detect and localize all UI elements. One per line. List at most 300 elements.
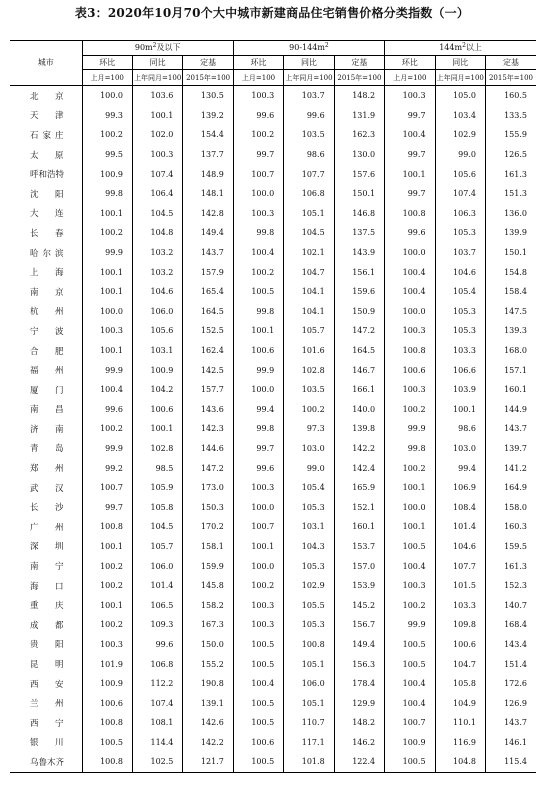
index-value: 112.2 — [132, 674, 182, 694]
index-value: 161.3 — [504, 169, 527, 179]
index-value: 100.0 — [233, 556, 283, 576]
index-value: 106.0 — [284, 674, 334, 694]
index-value: 99.7 — [233, 145, 283, 165]
index-value: 100.2 — [233, 576, 283, 596]
index-value: 161.3 — [504, 561, 527, 571]
table-row — [10, 713, 536, 733]
index-value: 158.4 — [504, 287, 527, 297]
index-value: 100.0 — [385, 497, 435, 517]
index-value: 114.4 — [132, 733, 182, 753]
table-row — [10, 86, 536, 106]
index-value: 142.4 — [334, 458, 384, 478]
base-label-prev-year: 上年同月=100 — [284, 70, 334, 86]
city-name: 大连 — [10, 204, 82, 224]
index-value: 152.1 — [334, 497, 384, 517]
city-name: 南宁 — [10, 556, 82, 576]
index-value: 106.0 — [132, 302, 182, 322]
index-value: 139.8 — [334, 419, 384, 439]
index-value: 106.8 — [132, 654, 182, 674]
index-value: 100.2 — [385, 595, 435, 615]
index-value: 100.5 — [233, 693, 283, 713]
city-name: 长春 — [10, 223, 82, 243]
index-value: 100.7 — [385, 713, 435, 733]
index-value: 121.7 — [183, 752, 233, 772]
index-value: 105.3 — [284, 615, 334, 635]
index-value: 107.7 — [435, 556, 485, 576]
index-value: 100.4 — [385, 693, 435, 713]
index-value: 100.8 — [82, 752, 132, 772]
index-value: 142.8 — [183, 204, 233, 224]
index-value: 173.0 — [183, 478, 233, 498]
table-row — [10, 635, 536, 655]
base-label-prev-month: 上月=100 — [385, 70, 435, 86]
city-name: 南京 — [10, 282, 82, 302]
index-value: 164.5 — [183, 302, 233, 322]
index-value: 100.4 — [385, 556, 435, 576]
index-value: 106.8 — [284, 184, 334, 204]
city-name: 济南 — [10, 419, 82, 439]
index-value: 140.7 — [504, 600, 527, 610]
index-value: 158.2 — [183, 595, 233, 615]
index-value: 126.9 — [504, 698, 527, 708]
index-value: 104.9 — [435, 693, 485, 713]
index-value: 100.8 — [82, 713, 132, 733]
index-value: 159.9 — [183, 556, 233, 576]
index-value: 100.0 — [82, 86, 132, 106]
index-value: 100.9 — [82, 674, 132, 694]
index-value: 160.3 — [504, 522, 527, 532]
index-value: 153.9 — [334, 576, 384, 596]
index-value: 100.4 — [385, 282, 435, 302]
index-value: 99.2 — [82, 458, 132, 478]
index-value: 99.9 — [385, 615, 435, 635]
table-row — [10, 262, 536, 282]
index-value: 105.6 — [132, 321, 182, 341]
index-value: 102.5 — [132, 752, 182, 772]
index-value: 159.6 — [334, 282, 384, 302]
index-value: 139.1 — [183, 693, 233, 713]
index-value: 104.8 — [435, 752, 485, 772]
sub-header-base: 定基 — [183, 56, 233, 70]
city-name: 贵阳 — [10, 635, 82, 655]
index-value: 100.5 — [385, 654, 435, 674]
index-value: 150.1 — [334, 184, 384, 204]
index-value: 100.6 — [82, 693, 132, 713]
index-value: 104.7 — [435, 654, 485, 674]
index-value: 100.1 — [385, 478, 435, 498]
index-value: 102.8 — [132, 439, 182, 459]
index-value: 117.1 — [284, 733, 334, 753]
index-value: 98.6 — [435, 419, 485, 439]
index-value: 100.5 — [233, 654, 283, 674]
index-value: 100.1 — [132, 419, 182, 439]
index-value: 106.3 — [435, 204, 485, 224]
index-value: 100.1 — [82, 537, 132, 557]
city-name: 厦门 — [10, 380, 82, 400]
sub-header-base: 定基 — [485, 56, 536, 70]
sub-header-mom: 环比 — [385, 56, 435, 70]
index-value: 101.4 — [435, 517, 485, 537]
index-value: 165.9 — [334, 478, 384, 498]
index-value: 100.1 — [385, 164, 435, 184]
city-name: 乌鲁木齐 — [10, 752, 82, 772]
table-row — [10, 733, 536, 753]
index-value: 100.3 — [233, 204, 283, 224]
city-name: 昆明 — [10, 654, 82, 674]
group-header-medium: $90-144m^2$ — [233, 41, 384, 56]
table-row — [10, 576, 536, 596]
index-value: 102.1 — [284, 243, 334, 263]
table-row — [10, 106, 536, 126]
index-value: 151.4 — [504, 659, 527, 669]
index-value: 99.6 — [82, 400, 132, 420]
index-value: 100.1 — [132, 106, 182, 126]
index-value: 145.2 — [334, 595, 384, 615]
index-value: 106.0 — [132, 556, 182, 576]
index-value: 168.0 — [504, 346, 527, 356]
index-value: 100.3 — [385, 321, 435, 341]
table-row — [10, 752, 536, 772]
index-value: 116.9 — [435, 733, 485, 753]
index-value: 167.3 — [183, 615, 233, 635]
index-value: 105.3 — [435, 302, 485, 322]
index-value: 190.8 — [183, 674, 233, 694]
index-value: 103.7 — [435, 243, 485, 263]
index-value: 100.2 — [385, 458, 435, 478]
group-header-small: $90m^2$及以下 — [82, 41, 233, 56]
index-value: 100.3 — [82, 321, 132, 341]
index-value: 159.5 — [504, 541, 527, 551]
index-value: 103.0 — [284, 439, 334, 459]
index-value: 99.6 — [132, 635, 182, 655]
table-row — [10, 497, 536, 517]
index-value: 172.6 — [504, 679, 527, 689]
index-value: 142.2 — [334, 439, 384, 459]
index-value: 143.7 — [504, 424, 527, 434]
index-value: 99.6 — [233, 106, 283, 126]
index-value: 108.1 — [132, 713, 182, 733]
index-value: 100.1 — [82, 595, 132, 615]
index-value: 100.0 — [385, 243, 435, 263]
index-value: 100.3 — [233, 595, 283, 615]
index-value: 100.6 — [233, 733, 283, 753]
index-value: 100.2 — [233, 125, 283, 145]
index-value: 99.0 — [284, 458, 334, 478]
city-name: 哈尔滨 — [10, 243, 82, 263]
index-value: 100.3 — [233, 86, 283, 106]
table-row — [10, 204, 536, 224]
index-value: 139.3 — [504, 326, 527, 336]
city-name: 合肥 — [10, 341, 82, 361]
table-row — [10, 184, 536, 204]
index-value: 99.7 — [233, 439, 283, 459]
index-value: 100.8 — [385, 204, 435, 224]
index-value: 148.2 — [334, 713, 384, 733]
base-label-prev-year: 上年同月=100 — [435, 70, 485, 86]
index-value: 99.8 — [82, 184, 132, 204]
index-value: 140.0 — [334, 400, 384, 420]
sub-header-yoy: 同比 — [284, 56, 334, 70]
index-value: 158.1 — [183, 537, 233, 557]
index-value: 100.7 — [233, 517, 283, 537]
index-value: 100.2 — [82, 556, 132, 576]
index-value: 104.6 — [435, 537, 485, 557]
index-value: 104.5 — [132, 517, 182, 537]
sub-header-yoy: 同比 — [435, 56, 485, 70]
table-row — [10, 478, 536, 498]
index-value: 162.3 — [334, 125, 384, 145]
city-name: 武汉 — [10, 478, 82, 498]
sub-header-mom: 环比 — [233, 56, 283, 70]
table-title: 表3：2020年10月70个大中城市新建商品住宅销售价格分类指数（一） — [74, 6, 470, 20]
index-value: 100.2 — [385, 400, 435, 420]
table-row — [10, 321, 536, 341]
index-value: 105.3 — [435, 223, 485, 243]
table-row — [10, 145, 536, 165]
index-value: 102.9 — [435, 125, 485, 145]
index-value: 106.6 — [435, 360, 485, 380]
index-value: 102.9 — [284, 576, 334, 596]
index-value: 136.0 — [504, 208, 527, 218]
index-value: 100.3 — [385, 380, 435, 400]
index-value: 148.2 — [334, 86, 384, 106]
index-value: 152.3 — [504, 581, 527, 591]
table-row — [10, 439, 536, 459]
index-value: 99.9 — [82, 360, 132, 380]
index-value: 129.9 — [334, 693, 384, 713]
city-name: 杭州 — [10, 302, 82, 322]
city-name: 兰州 — [10, 693, 82, 713]
table-row — [10, 419, 536, 439]
index-value: 143.4 — [504, 639, 527, 649]
price-index-table — [10, 40, 536, 773]
index-value: 139.2 — [183, 106, 233, 126]
index-value: 99.0 — [435, 145, 485, 165]
index-value: 100.3 — [385, 86, 435, 106]
index-value: 104.6 — [435, 262, 485, 282]
city-name: 太原 — [10, 145, 82, 165]
index-value: 142.2 — [183, 733, 233, 753]
index-value: 105.7 — [284, 321, 334, 341]
index-value: 148.1 — [183, 184, 233, 204]
index-value: 141.2 — [504, 463, 527, 473]
index-value: 133.5 — [504, 110, 527, 120]
city-name: 海口 — [10, 576, 82, 596]
index-value: 137.5 — [334, 223, 384, 243]
index-value: 99.6 — [284, 106, 334, 126]
index-value: 130.0 — [334, 145, 384, 165]
index-value: 98.5 — [132, 458, 182, 478]
index-value: 153.7 — [334, 537, 384, 557]
index-value: 104.7 — [284, 262, 334, 282]
index-value: 100.5 — [233, 713, 283, 733]
city-name: 沈阳 — [10, 184, 82, 204]
index-value: 100.1 — [233, 537, 283, 557]
table-header — [10, 41, 536, 86]
base-label-prev-month: 上月=100 — [233, 70, 283, 86]
index-value: 109.3 — [132, 615, 182, 635]
index-value: 131.9 — [334, 106, 384, 126]
index-value: 144.9 — [504, 404, 527, 414]
base-label-2015: 2015年=100 — [485, 70, 536, 86]
index-value: 178.4 — [334, 674, 384, 694]
index-value: 99.8 — [385, 439, 435, 459]
index-value: 100.2 — [82, 223, 132, 243]
index-value: 100.0 — [82, 302, 132, 322]
index-value: 106.9 — [435, 478, 485, 498]
table-row — [10, 458, 536, 478]
index-value: 100.2 — [82, 125, 132, 145]
index-value: 150.0 — [183, 635, 233, 655]
index-value: 103.6 — [132, 86, 182, 106]
index-value: 100.2 — [233, 262, 283, 282]
index-value: 105.6 — [435, 164, 485, 184]
index-value: 105.7 — [132, 537, 182, 557]
index-value: 105.1 — [284, 654, 334, 674]
index-value: 139.7 — [504, 443, 527, 453]
index-value: 104.1 — [284, 282, 334, 302]
index-value: 152.5 — [183, 321, 233, 341]
sub-header-base: 定基 — [334, 56, 384, 70]
index-value: 100.5 — [233, 635, 283, 655]
index-value: 105.4 — [435, 282, 485, 302]
index-value: 143.7 — [504, 718, 527, 728]
index-value: 146.7 — [334, 360, 384, 380]
index-value: 103.9 — [435, 380, 485, 400]
index-value: 101.4 — [132, 576, 182, 596]
index-value: 100.0 — [233, 497, 283, 517]
index-value: 100.7 — [233, 164, 283, 184]
index-value: 107.4 — [132, 164, 182, 184]
index-value: 100.5 — [385, 635, 435, 655]
city-name: 北京 — [10, 86, 82, 106]
index-value: 100.5 — [82, 733, 132, 753]
index-value: 142.6 — [183, 713, 233, 733]
index-value: 104.8 — [132, 223, 182, 243]
index-value: 100.5 — [233, 282, 283, 302]
index-value: 99.8 — [233, 302, 283, 322]
index-value: 103.3 — [435, 595, 485, 615]
index-value: 99.5 — [82, 145, 132, 165]
table-row — [10, 674, 536, 694]
index-value: 99.3 — [82, 106, 132, 126]
city-column-header: 城市 — [10, 41, 82, 86]
index-value: 150.3 — [183, 497, 233, 517]
index-value: 146.2 — [334, 733, 384, 753]
index-value: 99.7 — [385, 106, 435, 126]
index-value: 101.9 — [82, 654, 132, 674]
index-value: 110.1 — [435, 713, 485, 733]
city-name: 福州 — [10, 360, 82, 380]
table-row — [10, 243, 536, 263]
index-value: 102.8 — [284, 360, 334, 380]
city-name: 青岛 — [10, 439, 82, 459]
index-value: 100.1 — [435, 400, 485, 420]
index-value: 98.6 — [284, 145, 334, 165]
index-value: 100.2 — [82, 419, 132, 439]
index-value: 156.7 — [334, 615, 384, 635]
index-value: 109.8 — [435, 615, 485, 635]
index-value: 100.6 — [132, 400, 182, 420]
index-value: 104.2 — [132, 380, 182, 400]
index-value: 100.4 — [385, 262, 435, 282]
index-value: 139.9 — [504, 228, 527, 238]
index-value: 100.4 — [233, 243, 283, 263]
index-value: 156.1 — [334, 262, 384, 282]
index-value: 165.4 — [183, 282, 233, 302]
table-row — [10, 693, 536, 713]
index-value: 100.0 — [233, 380, 283, 400]
index-value: 100.8 — [82, 517, 132, 537]
index-value: 137.7 — [183, 145, 233, 165]
index-value: 100.4 — [233, 674, 283, 694]
index-value: 100.1 — [82, 262, 132, 282]
index-value: 147.2 — [334, 321, 384, 341]
index-value: 107.7 — [284, 164, 334, 184]
index-value: 100.1 — [233, 321, 283, 341]
index-value: 143.6 — [183, 400, 233, 420]
index-value: 104.6 — [132, 282, 182, 302]
table-row — [10, 125, 536, 145]
table-row — [10, 164, 536, 184]
index-value: 168.4 — [504, 620, 527, 630]
index-value: 99.4 — [435, 458, 485, 478]
city-name: 深圳 — [10, 537, 82, 557]
index-value: 115.4 — [504, 757, 527, 767]
index-value: 100.4 — [82, 380, 132, 400]
index-value: 110.7 — [284, 713, 334, 733]
table-row — [10, 537, 536, 557]
index-value: 100.7 — [82, 478, 132, 498]
index-value: 100.2 — [284, 400, 334, 420]
index-value: 158.0 — [504, 502, 527, 512]
index-value: 105.1 — [284, 204, 334, 224]
index-value: 100.3 — [233, 615, 283, 635]
table-row — [10, 302, 536, 322]
city-name: 银川 — [10, 733, 82, 753]
index-value: 105.9 — [132, 478, 182, 498]
index-value: 105.8 — [132, 497, 182, 517]
city-name: 上海 — [10, 262, 82, 282]
city-name: 重庆 — [10, 595, 82, 615]
index-value: 101.6 — [284, 341, 334, 361]
index-value: 154.8 — [504, 267, 527, 277]
index-value: 99.7 — [385, 145, 435, 165]
city-name: 成都 — [10, 615, 82, 635]
group-header-large: $144m^2$以上 — [385, 41, 536, 56]
table-row — [10, 595, 536, 615]
base-label-prev-year: 上年同月=100 — [132, 70, 182, 86]
index-value: 106.4 — [132, 184, 182, 204]
index-value: 105.8 — [435, 674, 485, 694]
index-value: 100.4 — [385, 125, 435, 145]
table-row — [10, 556, 536, 576]
table-row — [10, 380, 536, 400]
index-value: 100.1 — [385, 517, 435, 537]
city-name: 广州 — [10, 517, 82, 537]
index-value: 143.7 — [183, 243, 233, 263]
index-value: 99.7 — [385, 184, 435, 204]
index-value: 122.4 — [334, 752, 384, 772]
index-value: 149.4 — [183, 223, 233, 243]
index-value: 100.4 — [385, 674, 435, 694]
index-value: 100.6 — [233, 341, 283, 361]
index-value: 99.6 — [233, 458, 283, 478]
index-value: 103.1 — [132, 341, 182, 361]
base-label-2015: 2015年=100 — [334, 70, 384, 86]
index-value: 100.2 — [82, 576, 132, 596]
table-row — [10, 517, 536, 537]
